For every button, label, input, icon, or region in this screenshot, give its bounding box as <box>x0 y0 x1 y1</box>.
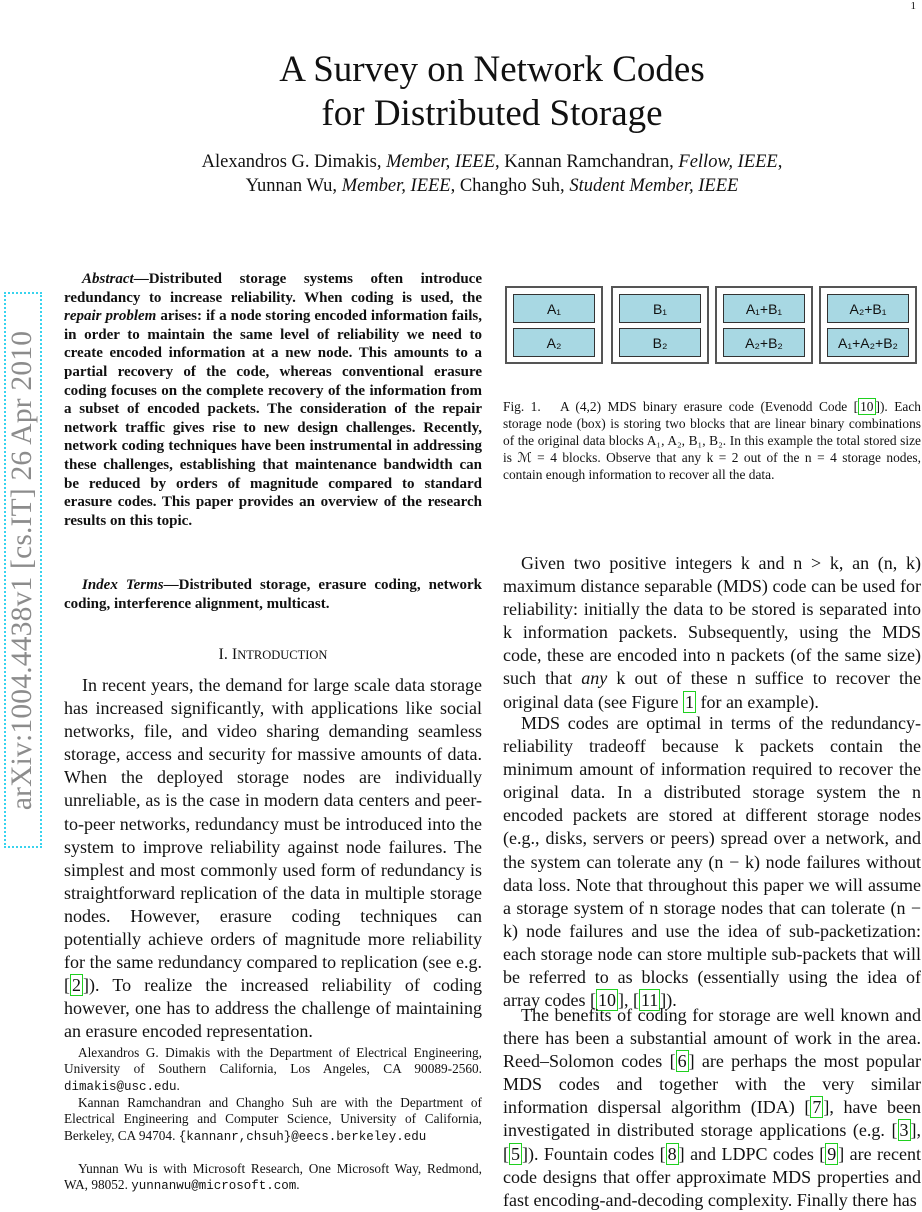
index-terms-label: Index Terms <box>82 577 164 593</box>
author-list <box>0 150 922 198</box>
index-terms-text: —Distributed storage, erasure coding, network coding, interference alignment, multicast. <box>64 577 482 612</box>
data-block: A₂+B₂ <box>723 328 805 357</box>
author-ramchandran-role: Fellow, IEEE <box>678 152 778 172</box>
footnote-dimakis-text: Alexandros G. Dimakis with the Department of Electrical Engineering, University of Southern California, Los Angeles, CA 90089-2560. <box>64 1045 482 1077</box>
author-wu: Yunnan Wu, <box>245 176 342 196</box>
citation-link-6[interactable]: 6 <box>677 1051 687 1072</box>
data-block: A₁+B₁ <box>723 294 805 323</box>
para3-text-5: ]). Fountain codes [ <box>522 1143 666 1164</box>
data-block: A₁ <box>513 294 595 323</box>
para1-text-2: k out of these n suffice to recover the original data (see Figure <box>503 668 921 712</box>
figure-mds-code <box>505 286 920 366</box>
caption-text-1: A (4,2) MDS binary erasure code (Evenodd Code [ <box>560 399 859 414</box>
author-line-1: Alexandros G. Dimakis, Member, IEEE, Kannan Ramchandran, Fellow, IEEE, <box>201 152 783 172</box>
data-block: A₂ <box>513 328 595 357</box>
author-dimakis: Alexandros G. Dimakis, <box>201 152 387 172</box>
citation-link-10[interactable]: 10 <box>597 990 616 1011</box>
abstract <box>64 270 482 530</box>
footnote-berkeley <box>64 1095 482 1145</box>
abstract-label: Abstract <box>82 271 134 287</box>
storage-node-4 <box>819 286 917 364</box>
footnote-dimakis <box>64 1045 482 1095</box>
caption-text-2: ]). Each storage node (box) is storing two blocks that are linear binary combinations of the original data blocks A₁, A₂, B₁, B₂. In this example the total stored size is ℳ = 4 blocks. Observe that any k = 2 out of the n = 4 storage nodes, contain enough information to recover all the data. <box>503 399 921 483</box>
author-suh-role: Student Member, IEEE <box>569 176 739 196</box>
email-berkeley[interactable]: {kannanr,chsuh}@eecs.berkeley.edu <box>178 1129 427 1144</box>
arxiv-stamp <box>4 292 42 848</box>
citation-link-10[interactable]: 10 <box>860 399 874 414</box>
email-wu[interactable]: yunnanwu@microsoft.com <box>131 1179 297 1194</box>
para1-emph: any <box>581 668 608 689</box>
para2-text-2: ], [ <box>617 990 639 1011</box>
footnote-berkeley-text: Kannan Ramchandran and Changho Suh are with the Department of Electrical Engineering and Computer Science, University of California, Berkeley, CA 94704. <box>64 1095 482 1143</box>
author-ramchandran: , Kannan Ramchandran, <box>495 152 679 172</box>
para3-text-4: ], [ <box>503 1120 921 1164</box>
author-dimakis-role: Member, IEEE <box>386 152 495 172</box>
para2-text-3: ]). <box>660 990 677 1011</box>
data-block: B₂ <box>619 328 701 357</box>
page-number: 1 <box>910 0 916 12</box>
intro-text-2: ]). To realize the increased reliability of coding however, one has to address the challenge of maintaining an erasure encoded representation. <box>64 975 482 1042</box>
email-dimakis[interactable]: dimakis@usc.edu <box>64 1079 177 1094</box>
citation-link-2[interactable]: 2 <box>72 975 81 996</box>
paper-title <box>0 48 922 136</box>
figure-link-1[interactable]: 1 <box>684 691 694 712</box>
citation-link-5[interactable]: 5 <box>511 1143 520 1164</box>
author-suh: , Changho Suh, <box>450 176 570 196</box>
coding-benefits-paragraph <box>503 1004 921 1212</box>
abstract-text-1: —Distributed storage systems often introduce redundancy to increase reliability. When coding is used, the <box>64 271 482 306</box>
citation-link-8[interactable]: 8 <box>667 1143 677 1164</box>
para1-text-1: Given two positive integers k and n > k, an (n, k) maximum distance separable (MDS) code can be used for reliability: initially the data to be stored is separated into k information packets. Subsequently, using the MDS code, these are encoded into n packets (of the same size) such that <box>503 553 921 689</box>
abstract-text-2: arises: if a node storing encoded information fails, in order to maintain the same level of reliability we need to create encoded information at a new node. This amounts to a partial recovery of the code, whereas conventional erasure coding focuses on the complete recovery of the information from a subset of encoded packets. The consideration of the repair network traffic gives rise to new design challenges. Recently, network coding techniques have been instrumental in addressing these challenges, establishing that maintenance bandwidth can be reduced by orders of magnitude compared to standard erasure codes. This paper provides an overview of the research results on this topic. <box>64 308 482 529</box>
storage-node-3 <box>715 286 813 364</box>
index-terms <box>64 576 482 613</box>
author-wu-role: Member, IEEE <box>341 176 451 196</box>
figure-caption <box>503 398 921 483</box>
mds-definition-paragraph <box>503 552 921 714</box>
para1-text-3: for an example). <box>695 691 819 712</box>
author-line-2 <box>0 174 922 198</box>
para3-text-3: ], have been investigated in distributed storage applications (e.g. [ <box>503 1097 921 1141</box>
para3-text-2: ] are perhaps the most popular MDS codes and together with the very similar information dispersal algorithm (IDA) [ <box>503 1051 921 1118</box>
section-heading <box>64 646 482 664</box>
title-line-2: for Distributed Storage <box>321 93 663 134</box>
section-initial: I <box>231 646 238 663</box>
citation-link-3[interactable]: 3 <box>899 1120 909 1141</box>
intro-text-1: In recent years, the demand for large scale data storage has increased significantly, with applications like social networks, file, and video sharing demanding seamless storage, access and security for massive amounts of data. When the deployed storage nodes are individually unreliable, as is the case in modern data centers and peer-to-peer networks, redundancy must be introduced into the system to improve reliability against node failures. The simplest and most commonly used form of redundancy is straightforward replication of the data in multiple storage nodes. However, erasure coding techniques can potentially achieve orders of magnitude more reliability for the same redundancy compared to replication (see e.g. [ <box>64 675 482 996</box>
storage-node-1 <box>505 286 603 364</box>
citation-link-7[interactable]: 7 <box>812 1097 822 1118</box>
data-block: A₁+A₂+B₂ <box>827 328 909 357</box>
footnote-period: . <box>296 1177 300 1193</box>
para3-text-6: ] and LDPC codes [ <box>678 1143 826 1164</box>
arxiv-id: arXiv:1004.4438v1 [cs.IT] 26 Apr 2010 <box>6 330 39 810</box>
title-line-1: A Survey on Network Codes <box>279 49 705 90</box>
para2-text-1: MDS codes are optimal in terms of the redundancy-reliability tradeoff because k packets contain the minimum amount of information required to recover the original data. In a distributed storage system the n encoded packets are stored at different storage nodes (e.g., disks, servers or peers) spread over a network, and the system can tolerate any (n − k) node failures without data loss. Note that throughout this paper we will assume a storage system of n storage nodes that can tolerate (n − k) node failures and use the idea of sub-packetization: each storage node can store multiple sub-packets that will be referred to as blocks (essentially using the idea of array codes [ <box>503 713 921 1011</box>
intro-paragraph <box>64 674 482 1044</box>
data-block: A₂+B₁ <box>827 294 909 323</box>
section-title-smallcaps: NTRODUCTION <box>237 648 328 662</box>
footnote-period: . <box>176 1077 180 1093</box>
mds-optimal-paragraph <box>503 712 921 1012</box>
citation-link-9[interactable]: 9 <box>827 1143 837 1164</box>
data-block: B₁ <box>619 294 701 323</box>
storage-node-2 <box>611 286 709 364</box>
footnote-wu-text: Yunnan Wu is with Microsoft Research, One Microsoft Way, Redmond, WA, 98052. <box>64 1161 482 1193</box>
section-number: I. <box>218 646 232 663</box>
para3-text-7: ] are recent code designs that offer approximate MDS properties and fast encoding-and-decoding complexity. Finally there has <box>503 1143 921 1210</box>
citation-link-11[interactable]: 11 <box>640 990 659 1011</box>
figure-label: Fig. 1. <box>503 399 541 414</box>
footnote-wu <box>64 1161 482 1195</box>
para3-text-1: The benefits of coding for storage are well known and there has been a substantial amount of work in the area. Reed–Solomon codes [ <box>503 1005 921 1072</box>
abstract-emph: repair problem <box>64 308 157 325</box>
